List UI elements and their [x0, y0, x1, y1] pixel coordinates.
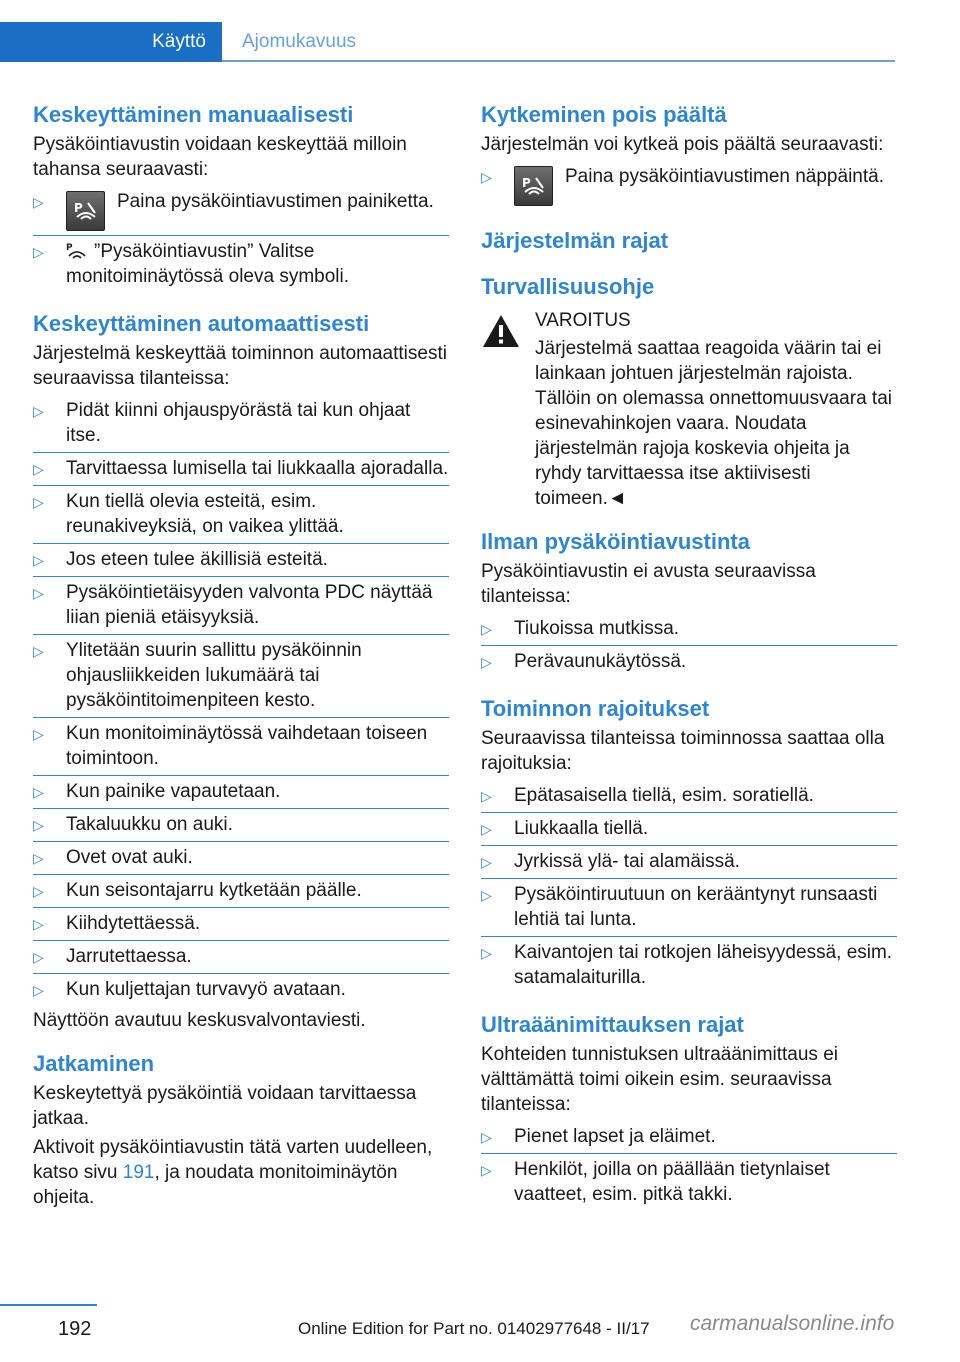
warning-triangle-icon: [481, 312, 521, 350]
section-title: Järjestelmän rajat: [481, 228, 669, 253]
list-item-text: Kiihdytettäessä.: [66, 913, 201, 934]
bullet-triangle-icon: ▷: [33, 982, 44, 998]
section-auto-interrupt: [33, 309, 449, 1033]
section-ultrasonic-limits: [481, 1010, 897, 1211]
list-item-text: Paina pysäköintiavustimen näppäintä.: [565, 166, 884, 187]
parking-assistant-button-icon: [66, 191, 105, 231]
list-item-text: Tiukoissa mutkissa.: [514, 618, 680, 639]
bullet-list: [33, 186, 449, 293]
warning-title: VAROITUS: [535, 310, 631, 331]
list-item: [33, 907, 449, 940]
bullet-triangle-icon: ▷: [481, 621, 492, 637]
list-item-text: Takaluukku on auki.: [66, 814, 233, 835]
list-item-text: Ovet ovat auki.: [66, 847, 193, 868]
bullet-triangle-icon: ▷: [481, 788, 492, 804]
bullet-triangle-icon: ▷: [481, 945, 492, 961]
bullet-triangle-icon: ▷: [33, 244, 44, 260]
section-intro: Seuraavissa tilanteissa toiminnossa saattaa olla rajoituksia:: [481, 728, 885, 774]
list-item: [33, 452, 449, 485]
list-item: [481, 161, 897, 210]
section-switch-off: [481, 100, 897, 210]
section-safety: [481, 272, 897, 511]
bullet-triangle-icon: ▷: [33, 461, 44, 477]
paragraph: [33, 1135, 449, 1210]
edition-text: Online Edition for Part no. 01402977648 - II/17: [298, 1319, 650, 1338]
list-item-text: Kun seisontajarru kytketään päälle.: [66, 880, 362, 901]
footer-divider: [0, 1304, 97, 1306]
bullet-list: [481, 1121, 897, 1211]
list-item-text: Kun painike vapautetaan.: [66, 781, 281, 802]
section-intro: Järjestelmän voi kytkeä pois päältä seuraavasti:: [481, 134, 884, 155]
header-tab-ajomukavuus: Ajomukavuus: [242, 31, 357, 52]
parking-assistant-button-icon: [514, 166, 553, 206]
section-title: Jatkaminen: [33, 1051, 155, 1076]
parking-assistant-symbol-icon: [66, 241, 88, 259]
list-item-text: Jarrutettaessa.: [66, 946, 192, 967]
list-item: [481, 1153, 897, 1211]
list-item: [33, 576, 449, 634]
paragraph-text: Aktivoit pysäköintiavustin tätä varten uudelleen, katso sivu: [33, 1137, 433, 1183]
bullet-triangle-icon: ▷: [33, 643, 44, 659]
list-item-text: Tarvittaessa lumisella tai liukkaalla ajoradalla.: [66, 458, 449, 479]
section-title: Kytkeminen pois päältä: [481, 102, 727, 127]
list-item: [33, 717, 449, 775]
bullet-list: [481, 613, 897, 678]
list-item: [33, 186, 449, 235]
section-system-limits: [481, 226, 897, 256]
list-item: [33, 940, 449, 973]
list-item: [33, 634, 449, 717]
list-item-text: Pysäköintiruutuun on kerääntynyt runsaasti lehtiä tai lunta.: [514, 884, 878, 930]
paragraph: Keskeytettyä pysäköintiä voidaan tarvittaessa jatkaa.: [33, 1083, 417, 1129]
list-item: [481, 613, 897, 645]
bullet-triangle-icon: ▷: [33, 494, 44, 510]
section-title: Keskeyttäminen manuaalisesti: [33, 102, 354, 127]
list-item: [33, 973, 449, 1006]
bullet-triangle-icon: ▷: [481, 821, 492, 837]
list-item-text: Kun monitoiminäytössä vaihdetaan toiseen toimintoon.: [66, 723, 428, 769]
bullet-triangle-icon: ▷: [33, 194, 44, 210]
list-item-text: Perävaunukäytössä.: [514, 651, 687, 672]
bullet-triangle-icon: ▷: [33, 585, 44, 601]
bullet-triangle-icon: ▷: [33, 784, 44, 800]
section-title: Keskeyttäminen automaattisesti: [33, 311, 370, 336]
bullet-triangle-icon: ▷: [33, 883, 44, 899]
list-item: [481, 812, 897, 845]
bullet-list: [33, 395, 449, 1006]
bullet-triangle-icon: ▷: [33, 949, 44, 965]
page-number: 192: [58, 1318, 92, 1340]
section-manual-interrupt: [33, 100, 449, 293]
list-item: [33, 775, 449, 808]
watermark: carmanualsonline.info: [690, 1312, 895, 1335]
list-item-text: Pidät kiinni ohjauspyörästä tai kun ohjaat itse.: [66, 400, 411, 446]
bullet-triangle-icon: ▷: [481, 1129, 492, 1145]
bullet-triangle-icon: ▷: [33, 403, 44, 419]
warning-text: Järjestelmä saattaa reagoida väärin tai ei lainkaan johtuen järjestelmän rajoista. Tällöin on olemassa onnettomuusvaara tai esinevahinkojen vaara. Noudata järjestelmän rajoja koskevia ohjeita ja ryhdy tarvittaessa itse aktiivisesti toimeen.◄: [535, 338, 892, 509]
section-intro: Järjestelmä keskeyttää toiminnon automaattisesti seuraavissa tilanteissa:: [33, 343, 447, 389]
paragraph-text: , ja noudata monitoiminäytön ohjeita.: [33, 1162, 398, 1208]
list-item: [481, 645, 897, 678]
bullet-triangle-icon: ▷: [481, 169, 492, 185]
page-header: [0, 0, 960, 62]
svg-text:P: P: [66, 243, 73, 253]
list-item-text: Kun tiellä olevia esteitä, esim. reunakiveyksiä, on vaikea ylittää.: [66, 491, 344, 537]
section-title: Ultraäänimittauksen rajat: [481, 1012, 744, 1037]
bullet-triangle-icon: ▷: [481, 654, 492, 670]
section-intro: Pysäköintiavustin voidaan keskeyttää milloin tahansa seuraavasti:: [33, 134, 407, 180]
bullet-list: [481, 161, 897, 210]
list-item-text: Paina pysäköintiavustimen painiketta.: [117, 191, 434, 212]
list-item-text: Pysäköintietäisyyden valvonta PDC näyttää liian pieniä etäisyyksiä.: [66, 582, 433, 628]
section-title: Toiminnon rajoitukset: [481, 696, 710, 721]
header-tab-kaytto: Käyttö: [0, 22, 222, 62]
list-item: [33, 874, 449, 907]
bullet-triangle-icon: ▷: [33, 726, 44, 742]
bullet-triangle-icon: ▷: [33, 916, 44, 932]
svg-text:P: P: [522, 176, 531, 190]
list-item: [481, 845, 897, 878]
section-intro: Kohteiden tunnistuksen ultraäänimittaus ei välttämättä toimi oikein esim. seuraavissa tilanteissa:: [481, 1044, 839, 1115]
list-item-text: Pienet lapset ja eläimet.: [514, 1126, 716, 1147]
section-without-assistant: [481, 527, 897, 678]
list-item-text: Kaivantojen tai rotkojen läheisyydessä, esim. satamalaiturilla.: [514, 942, 893, 988]
right-column: [481, 100, 897, 1211]
list-item: [481, 936, 897, 994]
bullet-triangle-icon: ▷: [481, 1162, 492, 1178]
page-link[interactable]: 191: [122, 1162, 155, 1183]
list-item-text: ”Pysäköintiavustin” Valitse monitoiminäytössä oleva symboli.: [66, 241, 350, 287]
list-item: [481, 878, 897, 936]
bullet-triangle-icon: ▷: [481, 887, 492, 903]
list-item: [481, 1121, 897, 1153]
header-divider: [222, 60, 895, 62]
bullet-triangle-icon: ▷: [33, 817, 44, 833]
list-item-text: Henkilöt, joilla on päällään tietynlaiset vaatteet, esim. pitkä takki.: [514, 1159, 830, 1205]
list-item: [33, 841, 449, 874]
bullet-triangle-icon: ▷: [33, 552, 44, 568]
section-title: Turvallisuusohje: [481, 274, 655, 299]
list-item-text: Epätasaisella tiellä, esim. soratiellä.: [514, 785, 814, 806]
bullet-triangle-icon: ▷: [481, 854, 492, 870]
section-outro: Näyttöön avautuu keskusvalvontaviesti.: [33, 1010, 366, 1031]
section-title: Ilman pysäköintiavustinta: [481, 529, 750, 554]
list-item: [33, 485, 449, 543]
list-item: [33, 395, 449, 452]
list-item-text: Liukkaalla tiellä.: [514, 818, 649, 839]
section-function-limits: [481, 694, 897, 994]
section-continue: [33, 1049, 449, 1210]
list-item-text: Jos eteen tulee äkillisiä esteitä.: [66, 549, 328, 570]
list-item: [33, 235, 449, 293]
list-item-text: Jyrkissä ylä- tai alamäissä.: [514, 851, 740, 872]
bullet-triangle-icon: ▷: [33, 850, 44, 866]
svg-text:P: P: [74, 201, 83, 215]
list-item: [481, 780, 897, 812]
list-item: [33, 808, 449, 841]
list-item-text: Ylitetään suurin sallittu pysäköinnin ohjausliikkeiden lukumäärä tai pysäköintitoimenpiteen kesto.: [66, 640, 362, 711]
left-column: [33, 100, 449, 1214]
bullet-list: [481, 780, 897, 994]
list-item: [33, 543, 449, 576]
list-item-text: Kun kuljettajan turvavyö avataan.: [66, 979, 346, 1000]
section-intro: Pysäköintiavustin ei avusta seuraavissa tilanteissa:: [481, 561, 816, 607]
